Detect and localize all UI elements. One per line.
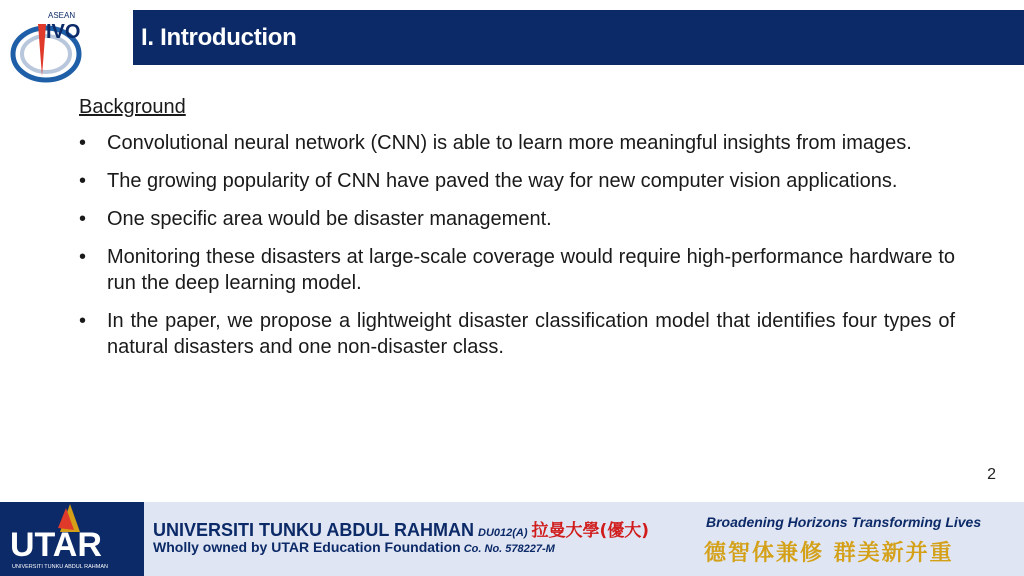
bullet-item bbox=[79, 130, 955, 156]
utar-logo bbox=[0, 502, 144, 576]
company-number: Co. No. 578227-M bbox=[463, 543, 555, 555]
bullet-list bbox=[79, 130, 955, 360]
ownership-line bbox=[153, 539, 555, 555]
section-heading: Background bbox=[79, 96, 186, 118]
bullet-text: In the paper, we propose a lightweight disaster classification model that identifies four types of natural disasters and one non-disaster class. bbox=[107, 310, 955, 358]
utar-logo-text: UTAR bbox=[10, 526, 102, 564]
logo-asean-text: ASEAN bbox=[48, 11, 76, 20]
slide-content bbox=[79, 94, 955, 372]
bullet-text: Monitoring these disasters at large-scale coverage would require high-performance hardware to run the deep learning model. bbox=[107, 246, 955, 294]
bullet-icon: • bbox=[79, 170, 87, 192]
bullet-item bbox=[79, 168, 955, 194]
bullet-item bbox=[79, 308, 955, 360]
page-number: 2 bbox=[987, 466, 996, 483]
logo-ivo-text: IVO bbox=[46, 21, 81, 43]
bullet-icon: • bbox=[79, 310, 87, 332]
chinese-motto: 德智体兼修 群美新并重 bbox=[704, 540, 954, 566]
utar-logo-subtext: UNIVERSITI TUNKU ABDUL RAHMAN bbox=[12, 564, 108, 570]
asean-ivo-logo bbox=[8, 6, 92, 86]
university-name: UNIVERSITI TUNKU ABDUL RAHMAN bbox=[153, 520, 474, 540]
university-name-line bbox=[153, 516, 649, 541]
bullet-item bbox=[79, 244, 955, 296]
title-bar bbox=[133, 10, 1024, 65]
bullet-item bbox=[79, 206, 955, 232]
bullet-icon: • bbox=[79, 246, 87, 268]
bullet-icon: • bbox=[79, 208, 87, 230]
university-chinese-name: 拉曼大學(優大) bbox=[531, 521, 650, 541]
slide-title: I. Introduction bbox=[141, 23, 297, 51]
university-code: DU012(A) bbox=[478, 527, 528, 539]
owned-by-text: Wholly owned by UTAR Education Foundation bbox=[153, 539, 461, 555]
bullet-text: The growing popularity of CNN have paved the way for new computer vision applications. bbox=[107, 170, 898, 192]
bullet-text: Convolutional neural network (CNN) is able to learn more meaningful insights from images. bbox=[107, 132, 912, 154]
tagline: Broadening Horizons Transforming Lives bbox=[706, 514, 982, 530]
bullet-text: One specific area would be disaster management. bbox=[107, 208, 552, 230]
bullet-icon: • bbox=[79, 132, 87, 154]
footer bbox=[0, 502, 1024, 576]
